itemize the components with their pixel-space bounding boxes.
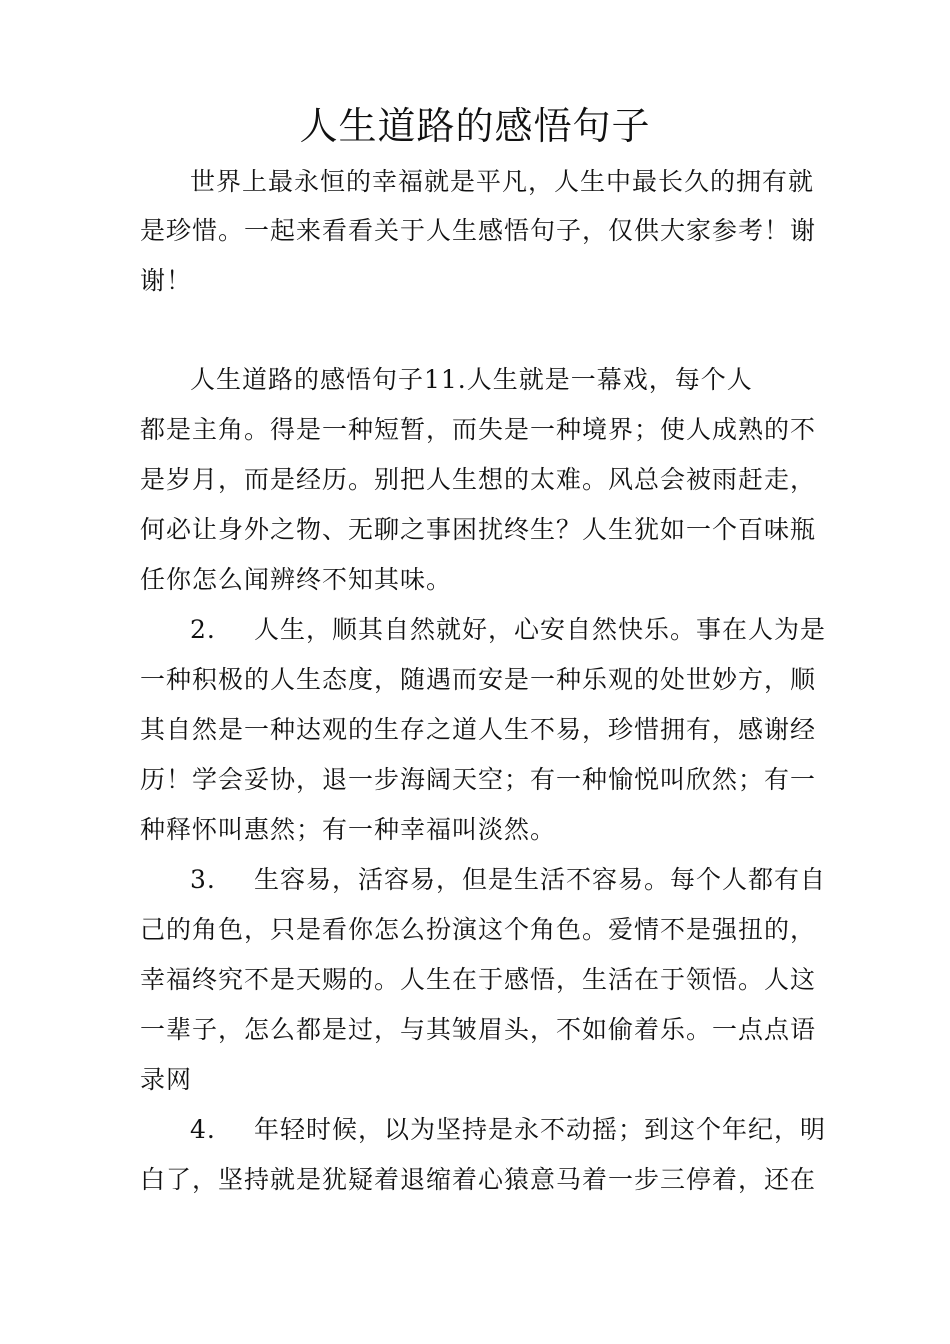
item2-line-2: 一种积极的人生态度，随遇而安是一种乐观的处世妙方，顺 — [140, 665, 817, 694]
item4-text-1: 年轻时候，以为坚持是永不动摇；到这个年纪，明 — [254, 1115, 827, 1144]
intro-line-3: 谢！ — [140, 266, 193, 295]
item2-line-4: 历！学会妥协，退一步海阔天空；有一种愉悦叫欣然；有一 — [140, 765, 817, 794]
item3-line-2: 己的角色，只是看你怎么扮演这个角色。爱情不是强扭的， — [140, 915, 817, 944]
item3-number: 3. — [190, 865, 216, 894]
item4-number: 4. — [190, 1115, 216, 1144]
item3-line-1 — [190, 862, 870, 898]
item2-line-5: 种释怀叫惠然；有一种幸福叫淡然。 — [140, 815, 557, 844]
item3-line-3: 幸福终究不是天赐的。人生在于感悟，生活在于领悟。人这 — [140, 965, 817, 994]
intro-line-2: 是珍惜。一起来看看关于人生感悟句子，仅供大家参考！谢 — [140, 216, 817, 245]
item2-number: 2. — [190, 615, 216, 644]
item3-line-4: 一辈子，怎么都是过，与其皱眉头，不如偷着乐。一点点语 — [140, 1015, 817, 1044]
section1-line-2: 都是主角。得是一种短暂，而失是一种境界；使人成熟的不 — [140, 415, 817, 444]
section1-line-4: 何必让身外之物、无聊之事困扰终生？人生犹如一个百味瓶 — [140, 515, 817, 544]
item2-text-1: 人生，顺其自然就好，心安自然快乐。事在人为是 — [254, 615, 827, 644]
section1-line-3: 是岁月，而是经历。别把人生想的太难。风总会被雨赶走， — [140, 465, 817, 494]
document-title: 人生道路的感悟句子 — [299, 104, 651, 148]
section1-line-5: 任你怎么闻辨终不知其味。 — [140, 565, 453, 594]
item2-line-1 — [190, 612, 870, 648]
item3-text-1: 生容易，活容易，但是生活不容易。每个人都有自 — [254, 865, 827, 894]
intro-line-1: 世界上最永恒的幸福就是平凡，人生中最长久的拥有就 — [190, 167, 815, 196]
item2-line-3: 其自然是一种达观的生存之道人生不易，珍惜拥有，感谢经 — [140, 715, 817, 744]
item3-line-5: 录网 — [140, 1065, 193, 1094]
section1-line-1: 人生道路的感悟句子11.人生就是一幕戏，每个人 — [190, 365, 753, 394]
item4-line-2: 白了，坚持就是犹疑着退缩着心猿意马着一步三停着，还在 — [140, 1165, 817, 1194]
item4-line-1 — [190, 1112, 870, 1148]
